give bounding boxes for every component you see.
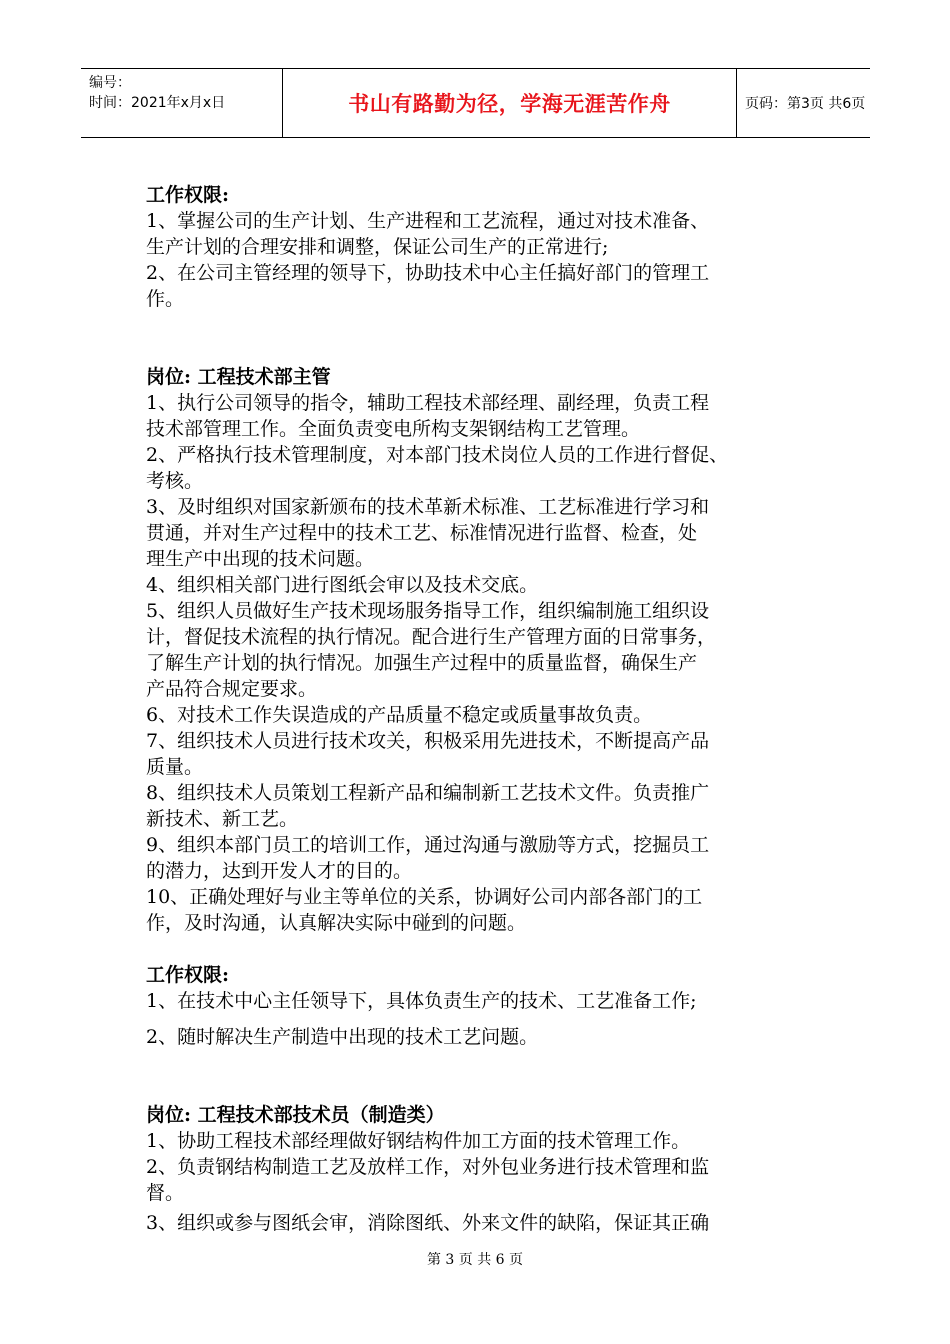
body-line: 7、组织技术人员进行技术攻关，积极采用先进技术，不断提高产品 <box>146 730 710 752</box>
header-table <box>81 68 870 138</box>
body-line: 2、在公司主管经理的领导下，协助技术中心主任搞好部门的管理工 <box>146 262 710 284</box>
body-line: 新技术、新工艺。 <box>146 808 299 830</box>
body-line: 1、掌握公司的生产计划、生产进程和工艺流程，通过对技术准备、 <box>146 210 710 232</box>
body-line: 2、负责钢结构制造工艺及放样工作，对外包业务进行技术管理和监 <box>146 1156 710 1178</box>
body-line: 4、组织相关部门进行图纸会审以及技术交底。 <box>146 574 539 596</box>
document-time-label: 时间：2021年x月x日 <box>89 95 226 111</box>
section-heading: 工作权限: <box>146 964 230 986</box>
header-motto-cell <box>283 69 737 137</box>
document-number-label: 编号： <box>89 75 131 91</box>
spacer <box>146 1050 836 1102</box>
body-line: 作。 <box>146 288 185 310</box>
body-line: 6、对技术工作失误造成的产品质量不稳定或质量事故负责。 <box>146 704 653 726</box>
body-line: 作，及时沟通，认真解决实际中碰到的问题。 <box>146 912 527 934</box>
page-number-label: 页码：第3页 共6页 <box>745 96 866 112</box>
body-line: 1、执行公司领导的指令，辅助工程技术部经理、副经理，负责工程 <box>146 392 710 414</box>
page-footer: 第 3 页 共 6 页 <box>426 1252 524 1268</box>
body-line: 计，督促技术流程的执行情况。配合进行生产管理方面的日常事务， <box>146 626 717 648</box>
body-line: 3、及时组织对国家新颁布的技术革新术标准、工艺标准进行学习和 <box>146 496 710 518</box>
header-meta-cell <box>81 69 283 137</box>
body-line: 技术部管理工作。全面负责变电所构支架钢结构工艺管理。 <box>146 418 641 440</box>
spacer <box>146 312 836 364</box>
body-line: 了解生产计划的执行情况。加强生产过程中的质量监督，确保生产 <box>146 652 698 674</box>
section-heading: 岗位: 工程技术部主管 <box>146 366 331 388</box>
body-line: 督。 <box>146 1182 185 1204</box>
body-line: 理生产中出现的技术问题。 <box>146 548 375 570</box>
section-heading: 岗位: 工程技术部技术员（制造类） <box>146 1104 445 1126</box>
body-line: 3、组织或参与图纸会审，消除图纸、外来文件的缺陷，保证其正确 <box>146 1212 710 1234</box>
body-line: 质量。 <box>146 756 204 778</box>
body-line: 8、组织技术人员策划工程新产品和编制新工艺技术文件。负责推广 <box>146 782 710 804</box>
body-line: 10、正确处理好与业主等单位的关系，协调好公司内部各部门的工 <box>146 886 703 908</box>
body-line: 贯通，并对生产过程中的技术工艺、标准情况进行监督、检查，处 <box>146 522 698 544</box>
body-line: 2、随时解决生产制造中出现的技术工艺问题。 <box>146 1026 539 1048</box>
document-body <box>146 182 836 1236</box>
body-line: 1、协助工程技术部经理做好钢结构件加工方面的技术管理工作。 <box>146 1130 691 1152</box>
spacer <box>146 936 836 962</box>
body-line: 的潜力，达到开发人才的目的。 <box>146 860 413 882</box>
body-line: 1、在技术中心主任领导下，具体负责生产的技术、工艺准备工作; <box>146 990 697 1012</box>
body-line: 生产计划的合理安排和调整，保证公司生产的正常进行; <box>146 236 609 258</box>
section-heading: 工作权限: <box>146 184 230 206</box>
body-line: 5、组织人员做好生产技术现场服务指导工作，组织编制施工组织设 <box>146 600 710 622</box>
motto-text: 书山有路勤为径，学海无涯苦作舟 <box>348 92 671 116</box>
body-line: 考核。 <box>146 470 204 492</box>
body-line: 9、组织本部门员工的培训工作，通过沟通与激励等方式，挖掘员工 <box>146 834 710 856</box>
body-line: 2、严格执行技术管理制度，对本部门技术岗位人员的工作进行督促、 <box>146 444 729 466</box>
header-page-cell <box>736 69 870 137</box>
body-line: 产品符合规定要求。 <box>146 678 318 700</box>
